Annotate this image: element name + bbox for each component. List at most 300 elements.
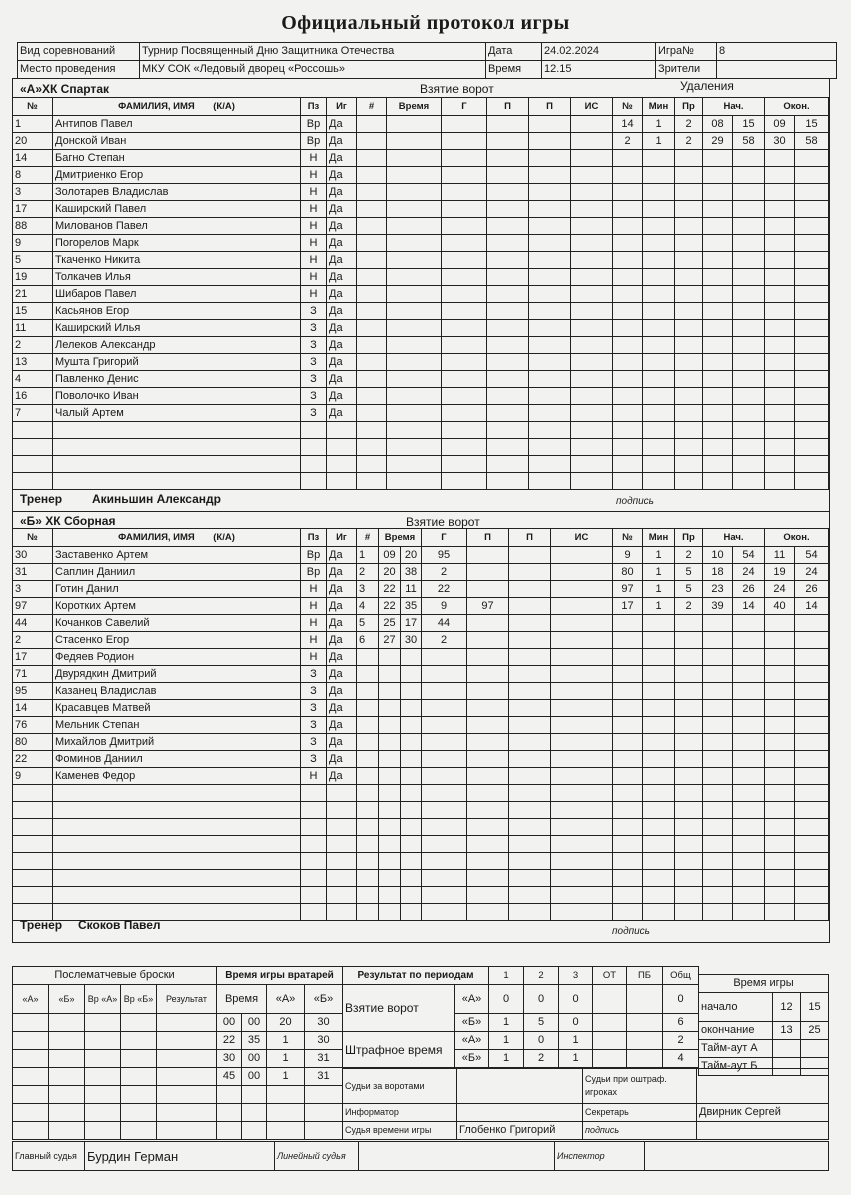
player-name: Мельник Степан (53, 717, 301, 734)
empty-cell (703, 235, 733, 252)
player-played: Да (327, 598, 357, 615)
roster-row (13, 320, 357, 337)
empty-cell (387, 218, 442, 235)
goal-row (357, 439, 613, 456)
pen-end-sec: 15 (795, 116, 829, 133)
team-b-coach: Скоков Павел (78, 918, 161, 932)
empty-cell (613, 337, 643, 354)
empty-cell (387, 422, 442, 439)
empty-cell (442, 184, 487, 201)
penalty-row (613, 734, 829, 751)
player-name: Двурядкин Дмитрий (53, 666, 301, 683)
goal-row (357, 354, 613, 371)
penalty-row (613, 116, 829, 133)
player-played: Да (327, 547, 357, 564)
empty-cell (643, 320, 675, 337)
player-number: 8 (13, 167, 53, 184)
player-name: Красавцев Матвей (53, 700, 301, 717)
empty-cell (613, 700, 643, 717)
empty-cell (357, 201, 387, 218)
empty-cell (733, 405, 765, 422)
empty-cell (703, 456, 733, 473)
empty-cell (387, 150, 442, 167)
goalie-second: 00 (242, 1050, 267, 1068)
empty-cell (795, 751, 829, 768)
player-position: Вр (301, 116, 327, 133)
empty-cell (643, 439, 675, 456)
empty-cell (733, 632, 765, 649)
empty-cell (795, 785, 829, 802)
empty-cell (675, 870, 703, 887)
player-number: 9 (13, 235, 53, 252)
empty-cell (487, 422, 529, 439)
player-played: Да (327, 116, 357, 133)
empty-cell (795, 649, 829, 666)
empty-cell (613, 439, 643, 456)
empty-cell (357, 371, 387, 388)
goal-row (357, 785, 613, 802)
date-value: 24.02.2024 (542, 43, 656, 61)
goal-second: 20 (401, 547, 422, 564)
empty-cell (357, 768, 379, 785)
empty-cell (467, 768, 509, 785)
player-played: Да (327, 252, 357, 269)
roster-row (13, 632, 357, 649)
player-name: Кочанков Савелий (53, 615, 301, 632)
spectators-label: Зрители (656, 61, 717, 79)
empty-cell (387, 371, 442, 388)
empty-cell (357, 683, 379, 700)
player-played: Да (327, 564, 357, 581)
empty-cell (422, 683, 467, 700)
penalty-row (613, 836, 829, 853)
empty-cell (401, 870, 422, 887)
goal-row (357, 473, 613, 490)
player-position: Н (301, 235, 327, 252)
player-played: Да (327, 218, 357, 235)
empty-cell (733, 768, 765, 785)
empty-cell (401, 649, 422, 666)
empty-cell (387, 456, 442, 473)
penalty-row (613, 887, 829, 904)
empty-cell (442, 133, 487, 150)
empty-cell (357, 167, 387, 184)
empty-cell (551, 734, 613, 751)
empty-cell (733, 235, 765, 252)
pim-a-p2: 0 (524, 1032, 559, 1050)
empty-cell (509, 751, 551, 768)
pen-number: 17 (613, 598, 643, 615)
empty-cell (675, 456, 703, 473)
empty-cell (442, 218, 487, 235)
player-name: Мушта Григорий (53, 354, 301, 371)
empty-cell (379, 700, 401, 717)
goals-b-p1: 1 (489, 1014, 524, 1032)
roster-row (13, 150, 357, 167)
goalie-row (217, 1014, 343, 1032)
empty-cell (401, 751, 422, 768)
player-position: З (301, 303, 327, 320)
empty-cell (327, 887, 357, 904)
col-played: Иг (327, 529, 357, 547)
goalie-second: 00 (242, 1068, 267, 1086)
empty-cell (675, 388, 703, 405)
empty-cell (733, 819, 765, 836)
pen-reason: 5 (675, 581, 703, 598)
empty-cell (703, 683, 733, 700)
player-played: Да (327, 388, 357, 405)
empty-cell (613, 666, 643, 683)
pen-minutes: 1 (643, 116, 675, 133)
player-position: З (301, 666, 327, 683)
goal-row (357, 598, 613, 615)
team-a-penalties-table (612, 97, 829, 490)
goal-row (357, 286, 613, 303)
empty-cell (357, 785, 379, 802)
player-position: Н (301, 286, 327, 303)
empty-cell (529, 456, 571, 473)
player-name: Стасенко Егор (53, 632, 301, 649)
goal-row (357, 768, 613, 785)
empty-cell (703, 303, 733, 320)
empty-cell (379, 734, 401, 751)
penalty-row (613, 683, 829, 700)
pen-start-sec: 26 (733, 581, 765, 598)
player-name: Толкачев Илья (53, 269, 301, 286)
empty-cell (643, 422, 675, 439)
empty-cell (675, 785, 703, 802)
empty-cell (795, 235, 829, 252)
empty-cell (765, 751, 795, 768)
player-name: Багно Степан (53, 150, 301, 167)
empty-cell (643, 354, 675, 371)
goals-a-p2: 0 (524, 985, 559, 1014)
informer-label: Информатор (343, 1104, 457, 1122)
empty-cell (467, 649, 509, 666)
empty-cell (613, 184, 643, 201)
empty-cell (643, 649, 675, 666)
empty-cell (387, 252, 442, 269)
empty-cell (733, 320, 765, 337)
empty-cell (765, 150, 795, 167)
player-position: Вр (301, 564, 327, 581)
empty-cell (509, 904, 551, 921)
goal-scorer: 22 (422, 581, 467, 598)
empty-cell (733, 150, 765, 167)
empty-cell (643, 388, 675, 405)
goalie-row (217, 1086, 343, 1104)
goal-row (357, 320, 613, 337)
empty-cell (765, 439, 795, 456)
goal-row (357, 337, 613, 354)
goalie-b: 31 (305, 1068, 343, 1086)
empty-cell (387, 405, 442, 422)
empty-cell (327, 836, 357, 853)
empty-cell (442, 303, 487, 320)
col-number: № (13, 98, 53, 116)
empty-cell (487, 269, 529, 286)
goal-index: 4 (357, 598, 379, 615)
player-played: Да (327, 269, 357, 286)
empty-cell (509, 870, 551, 887)
goal-row (357, 700, 613, 717)
player-number: 80 (13, 734, 53, 751)
empty-cell (795, 666, 829, 683)
goalie-second: 35 (242, 1032, 267, 1050)
goal-row (357, 904, 613, 921)
empty-cell (301, 853, 327, 870)
empty-cell (675, 615, 703, 632)
player-name: Дмитриенко Егор (53, 167, 301, 184)
empty-cell (467, 751, 509, 768)
empty-cell (509, 649, 551, 666)
empty-cell (795, 615, 829, 632)
empty-cell (487, 286, 529, 303)
empty-cell (487, 337, 529, 354)
empty-cell (733, 751, 765, 768)
empty-cell (765, 819, 795, 836)
player-name: Золотарев Владислав (53, 184, 301, 201)
empty-cell (795, 371, 829, 388)
empty-cell (551, 768, 613, 785)
empty-cell (301, 439, 327, 456)
periods-title: Результат по периодам (343, 967, 489, 985)
player-played: Да (327, 632, 357, 649)
empty-cell (357, 184, 387, 201)
empty-cell (733, 853, 765, 870)
empty-cell (703, 320, 733, 337)
empty-cell (551, 666, 613, 683)
player-number: 11 (13, 320, 53, 337)
penalty-row (613, 785, 829, 802)
empty-cell (795, 303, 829, 320)
timekeeper-label: Судья времени игры (343, 1122, 457, 1140)
empty-cell (442, 235, 487, 252)
player-number: 17 (13, 201, 53, 218)
empty-cell (422, 853, 467, 870)
empty-cell (703, 615, 733, 632)
player-position: Н (301, 269, 327, 286)
competition-label: Вид соревнований (18, 43, 140, 61)
empty-cell (613, 252, 643, 269)
penalty-row (613, 201, 829, 218)
goal-row (357, 184, 613, 201)
roster-row (13, 904, 357, 921)
empty-cell (487, 252, 529, 269)
empty-cell (379, 819, 401, 836)
empty-cell (613, 218, 643, 235)
empty-cell (703, 473, 733, 490)
penalty-row (613, 303, 829, 320)
goalie-col-b: «Б» (305, 985, 343, 1014)
empty-cell (795, 717, 829, 734)
player-number: 31 (13, 564, 53, 581)
empty-cell (467, 853, 509, 870)
empty-cell (529, 201, 571, 218)
penalty-row (613, 853, 829, 870)
empty-cell (733, 904, 765, 921)
player-position: Н (301, 768, 327, 785)
empty-cell (795, 819, 829, 836)
empty-cell (765, 802, 795, 819)
pen-start-sec: 54 (733, 547, 765, 564)
empty-cell (487, 133, 529, 150)
col-ka-label: (К/А) (213, 532, 235, 543)
player-number: 3 (13, 184, 53, 201)
goal-minute: 27 (379, 632, 401, 649)
player-position: Вр (301, 547, 327, 564)
empty-cell (487, 371, 529, 388)
pen-minutes: 1 (643, 598, 675, 615)
player-position: З (301, 717, 327, 734)
pim-b-so (627, 1050, 663, 1068)
empty-cell (401, 836, 422, 853)
pen-reason: 2 (675, 547, 703, 564)
pen-start-min: 08 (703, 116, 733, 133)
player-played: Да (327, 683, 357, 700)
empty-cell (675, 422, 703, 439)
player-position: Н (301, 252, 327, 269)
empty-cell (765, 632, 795, 649)
empty-cell (387, 354, 442, 371)
empty-cell (795, 683, 829, 700)
empty-cell (765, 887, 795, 904)
team-b-sign-label: подпись (612, 926, 650, 937)
empty-cell (379, 853, 401, 870)
goal-col-assist2: П (529, 98, 571, 116)
empty-cell (571, 133, 613, 150)
empty-cell (703, 388, 733, 405)
empty-cell (733, 201, 765, 218)
empty-cell (242, 1104, 267, 1122)
roster-row (13, 337, 357, 354)
empty-cell (401, 734, 422, 751)
penalty-row (613, 904, 829, 921)
empty-cell (387, 133, 442, 150)
roster-row (13, 167, 357, 184)
penalty-row (613, 371, 829, 388)
empty-cell (327, 819, 357, 836)
penalty-row (613, 286, 829, 303)
empty-cell (795, 218, 829, 235)
goalie-col-time: Время (217, 985, 267, 1014)
empty-cell (643, 802, 675, 819)
pen-minutes: 1 (643, 581, 675, 598)
empty-cell (795, 269, 829, 286)
empty-cell (703, 904, 733, 921)
empty-cell (643, 819, 675, 836)
empty-cell (487, 201, 529, 218)
goal-col-assist2: П (509, 529, 551, 547)
pen-minutes: 1 (643, 547, 675, 564)
date-label: Дата (486, 43, 542, 61)
empty-cell (13, 439, 53, 456)
empty-cell (613, 785, 643, 802)
player-number: 3 (13, 581, 53, 598)
player-position: Н (301, 632, 327, 649)
empty-cell (643, 683, 675, 700)
player-name: Фоминов Даниил (53, 751, 301, 768)
empty-cell (379, 683, 401, 700)
empty-cell (675, 819, 703, 836)
period-col-2: 2 (524, 967, 559, 985)
pim-team-a-tag: «А» (455, 1032, 489, 1050)
pen-end-min: 40 (765, 598, 795, 615)
empty-cell (675, 751, 703, 768)
player-position: З (301, 700, 327, 717)
goal-scorer: 95 (422, 547, 467, 564)
player-name: Поволочко Иван (53, 388, 301, 405)
goal-row (357, 456, 613, 473)
empty-cell (442, 167, 487, 184)
pim-b-ot (593, 1050, 627, 1068)
empty-cell (571, 422, 613, 439)
period-col-3: 3 (559, 967, 593, 985)
end-label: окончание (699, 1022, 773, 1040)
empty-cell (442, 422, 487, 439)
empty-cell (53, 439, 301, 456)
player-number: 15 (13, 303, 53, 320)
player-name: Погорелов Марк (53, 235, 301, 252)
empty-cell (571, 116, 613, 133)
roster-row (13, 564, 357, 581)
team-b-penalties-table (612, 528, 829, 921)
penalty-row (613, 184, 829, 201)
empty-cell (703, 252, 733, 269)
empty-cell (703, 870, 733, 887)
empty-cell (529, 150, 571, 167)
empty-cell (509, 700, 551, 717)
goal-row (357, 388, 613, 405)
empty-cell (357, 150, 387, 167)
penalty-row (613, 252, 829, 269)
empty-cell (13, 819, 53, 836)
empty-cell (643, 887, 675, 904)
player-position: Вр (301, 133, 327, 150)
empty-cell (795, 167, 829, 184)
empty-cell (571, 269, 613, 286)
goal-assist-2 (509, 581, 551, 598)
empty-cell (675, 649, 703, 666)
player-position: З (301, 371, 327, 388)
penalty-row (613, 870, 829, 887)
empty-cell (529, 133, 571, 150)
empty-cell (765, 473, 795, 490)
empty-cell (422, 836, 467, 853)
player-played: Да (327, 405, 357, 422)
empty-cell (422, 734, 467, 751)
goal-row (357, 870, 613, 887)
empty-cell (613, 649, 643, 666)
team-b-coach-label: Тренер (20, 918, 63, 932)
empty-cell (487, 439, 529, 456)
empty-cell (795, 456, 829, 473)
empty-cell (733, 802, 765, 819)
player-number: 88 (13, 218, 53, 235)
pen-start-min: 23 (703, 581, 733, 598)
pen-number: 2 (613, 133, 643, 150)
empty-cell (571, 388, 613, 405)
empty-cell (733, 371, 765, 388)
empty-cell (327, 785, 357, 802)
pim-b-p3: 1 (559, 1050, 593, 1068)
time-label: Время (486, 61, 542, 79)
goal-second: 30 (401, 632, 422, 649)
empty-cell (357, 649, 379, 666)
empty-cell (357, 286, 387, 303)
roster-row (13, 218, 357, 235)
empty-cell (675, 904, 703, 921)
